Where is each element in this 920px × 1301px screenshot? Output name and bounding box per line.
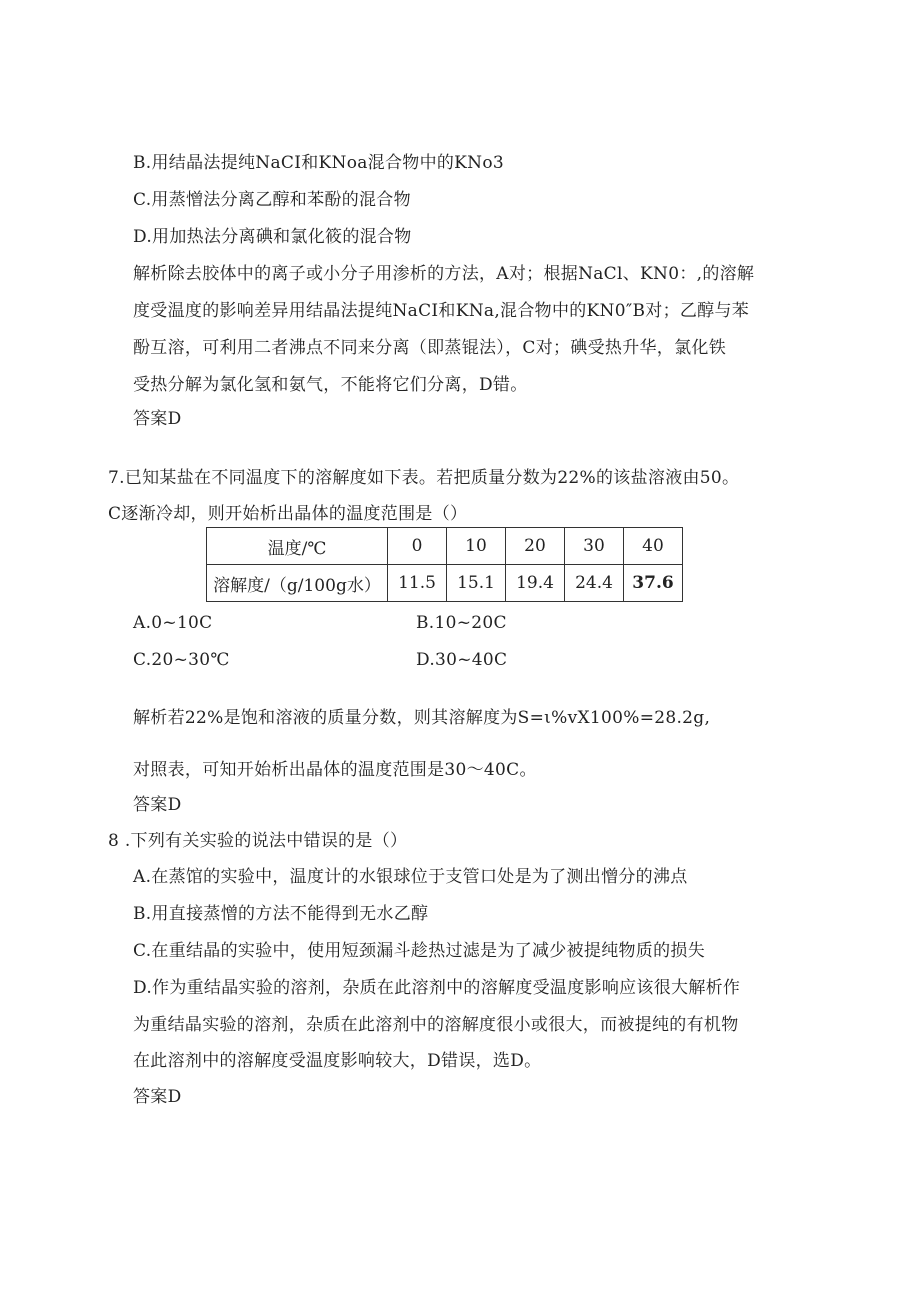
- table-cell: 11.5: [388, 565, 447, 602]
- q7-option-d: D.30~40C: [416, 650, 508, 670]
- q6-answer: 答案D: [133, 409, 182, 429]
- q8-option-b: B.用直接蒸憎的方法不能得到无水乙醇: [133, 904, 429, 924]
- table-cell: 24.4: [565, 565, 624, 602]
- q7-stem-line-1: 7.已知某盐在不同温度下的溶解度如下表。若把质量分数为22%的该盐溶液由50。: [108, 468, 740, 488]
- table-cell: 温度/℃: [207, 528, 388, 565]
- table-cell: 15.1: [447, 565, 506, 602]
- q6-analysis-line-3: 酚互溶，可利用二者沸点不同来分离（即蒸锟法），C对；碘受热升华，氯化铁: [133, 338, 727, 358]
- q6-analysis-line-1: 解析除去胶体中的离子或小分子用渗析的方法，A对；根据NaCl、KN0：,的溶解: [133, 264, 755, 284]
- q6-option-b: B.用结晶法提纯NaCI和KNoa混合物中的KNo3: [133, 153, 504, 173]
- table-cell: 0: [388, 528, 447, 565]
- table-cell: 37.6: [624, 565, 683, 602]
- table-cell: 10: [447, 528, 506, 565]
- q7-analysis-line-2: 对照表，可知开始析出晶体的温度范围是30～40C。: [133, 760, 537, 780]
- solubility-table: [206, 527, 683, 602]
- table-header-row: [207, 528, 683, 565]
- q8-answer: 答案D: [133, 1087, 182, 1107]
- q6-option-c: C.用蒸憎法分离乙醇和苯酚的混合物: [133, 190, 411, 210]
- q7-option-c: C.20~30℃: [133, 650, 230, 670]
- table-cell: 20: [506, 528, 565, 565]
- table-cell: 溶解度/（g/100g水）: [207, 565, 388, 602]
- q6-analysis-line-4: 受热分解为氯化氢和氨气，不能将它们分离，D错。: [133, 375, 528, 395]
- table-cell: 40: [624, 528, 683, 565]
- q7-answer: 答案D: [133, 795, 182, 815]
- q6-analysis-line-2: 度受温度的影响差异用结晶法提纯NaCI和KNa,混合物中的KN0″B对；乙醇与苯: [133, 301, 750, 321]
- table-row: [207, 565, 683, 602]
- q8-option-d-line-2: 为重结晶实验的溶剂，杂质在此溶剂中的溶解度很小或很大，而被提纯的有机物: [133, 1015, 739, 1035]
- q8-option-a: A.在蒸馆的实验中，温度计的水银球位于支管口处是为了测出憎分的沸点: [133, 867, 688, 887]
- q8-option-c: C.在重结晶的实验中，使用短颈漏斗趁热过滤是为了减少被提纯物质的损失: [133, 941, 706, 961]
- q7-option-b: B.10~20C: [416, 613, 507, 633]
- q7-stem-line-2: C逐渐冷却，则开始析出晶体的温度范围是（）: [108, 504, 468, 524]
- q7-analysis-line-1: 解析若22%是饱和溶液的质量分数，则其溶解度为S=ι%vX100%=28.2g,: [133, 708, 711, 728]
- q7-option-a: A.0~10C: [133, 613, 213, 633]
- q8-option-d-line-3: 在此溶剂中的溶解度受温度影响较大，D错误，选D。: [133, 1051, 542, 1071]
- q8-stem: 8 .下列有关实验的说法中错误的是（）: [108, 831, 408, 851]
- q6-option-d: D.用加热法分离碘和氯化筱的混合物: [133, 227, 412, 247]
- table-cell: 19.4: [506, 565, 565, 602]
- q8-option-d-line-1: D.作为重结晶实验的溶剂，杂质在此溶剂中的溶解度受温度影响应该很大解析作: [133, 978, 741, 998]
- table-cell: 30: [565, 528, 624, 565]
